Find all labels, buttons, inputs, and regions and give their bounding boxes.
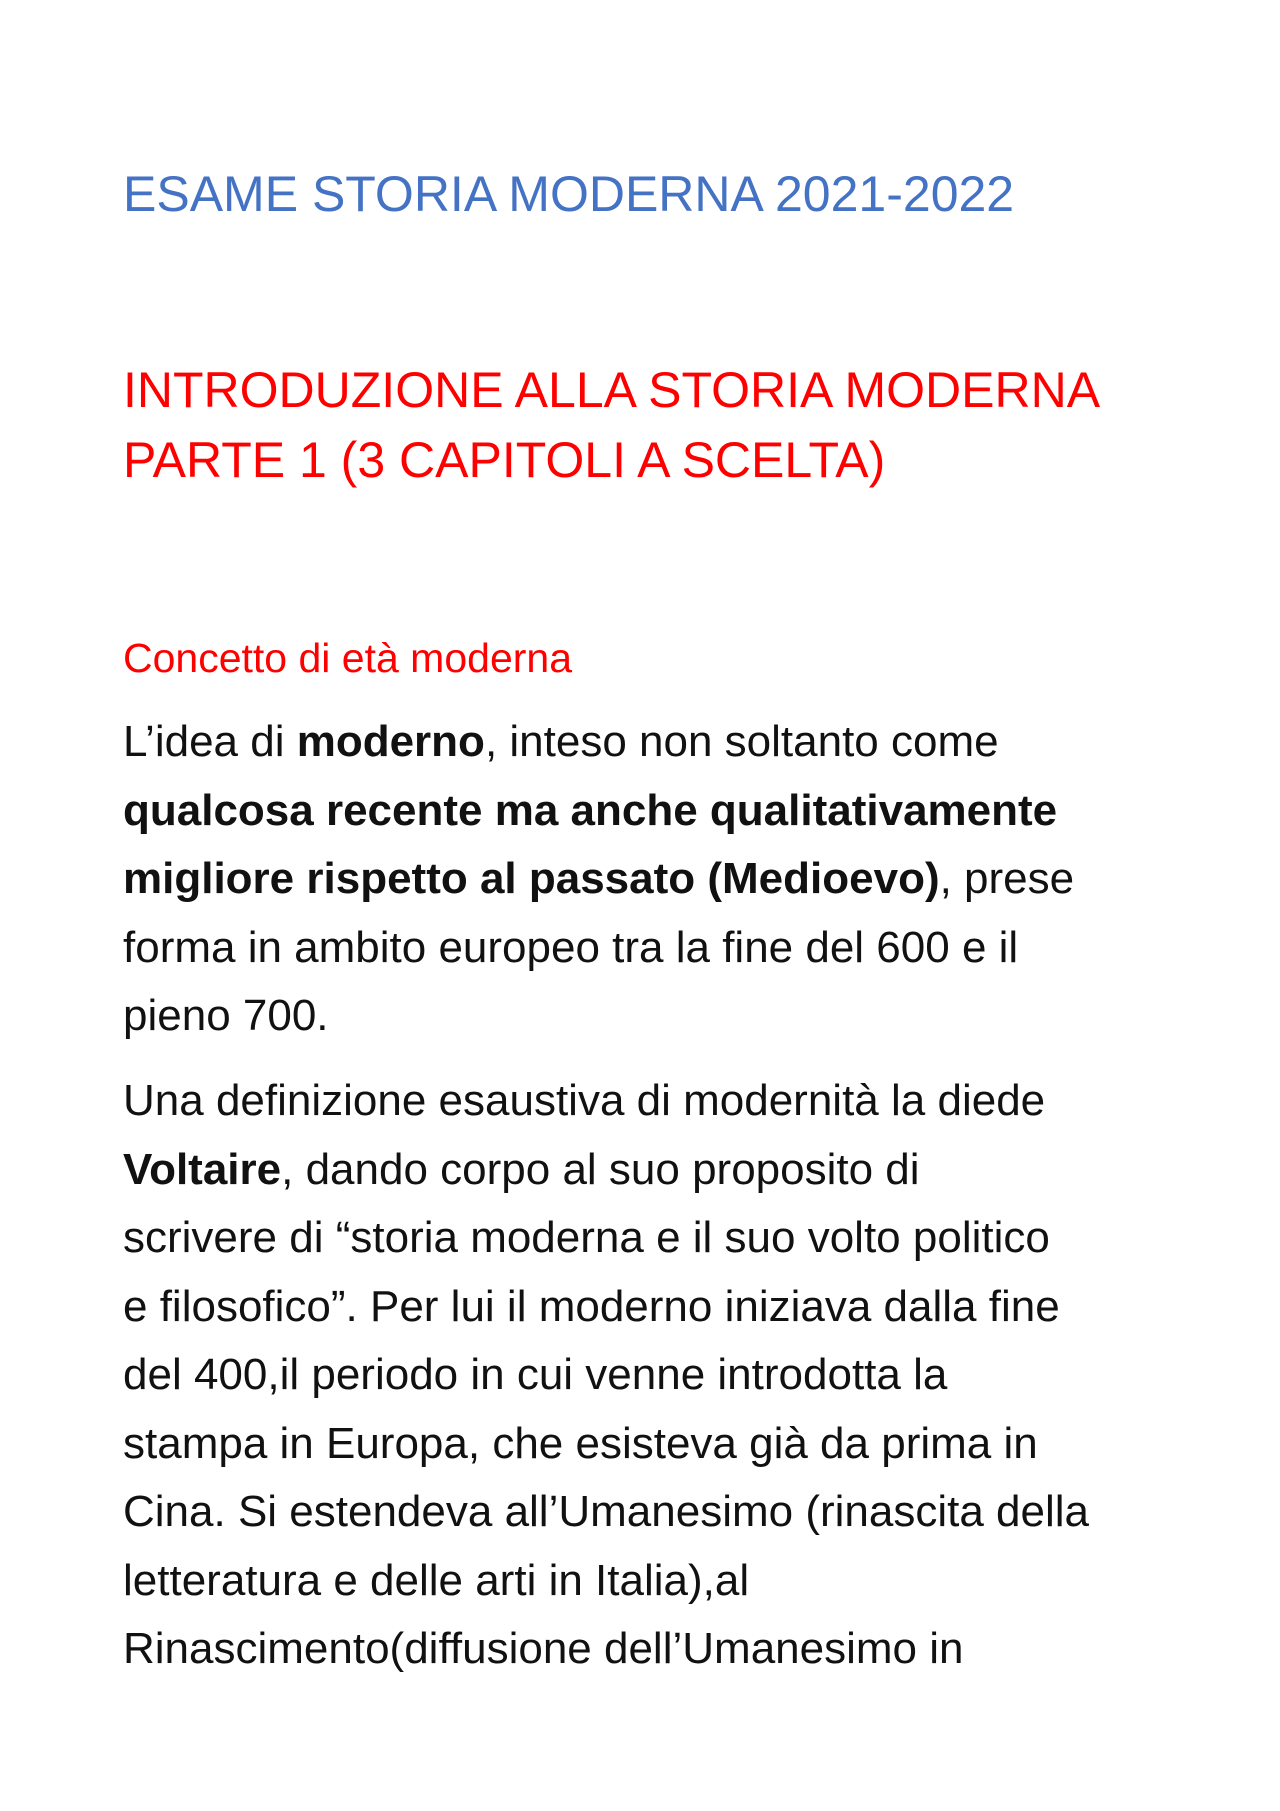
section-heading-line-1: INTRODUZIONE ALLA STORIA MODERNA <box>123 362 1101 418</box>
paragraph-line: scrivere di “storia moderna e il suo volto politico <box>123 1213 1050 1262</box>
paragraph-line: Rinascimento(diffusione dell’Umanesimo in <box>123 1624 964 1673</box>
paragraph-line <box>123 708 1074 777</box>
paragraph-line: e filosofico”. Per lui il moderno iniziava dalla fine <box>123 1281 1060 1331</box>
bold-term-moderno: moderno <box>296 717 485 766</box>
bold-phrase: qualcosa recente ma anche qualitativamente <box>123 785 1058 835</box>
bold-term-voltaire: Voltaire <box>123 1144 282 1194</box>
text-run: L’idea di <box>123 717 297 766</box>
paragraph-voltaire <box>123 1067 1089 1684</box>
paragraph-line: stampa in Europa, che esisteva già da prima in <box>123 1418 1038 1468</box>
section-heading <box>123 355 1100 495</box>
text-run: , dando corpo al suo proposito di <box>281 1144 920 1194</box>
paragraph-line: Cina. Si estendeva all’Umanesimo (rinascita della <box>123 1487 1090 1536</box>
paragraph-modern-idea <box>123 708 1074 1051</box>
paragraph-line: Una definizione esaustiva di modernità la diede <box>123 1076 1046 1125</box>
paragraph-line: letteratura e delle arti in Italia),al <box>123 1555 750 1605</box>
paragraph-line: del 400,il periodo in cui venne introdotta la <box>123 1350 948 1399</box>
bold-phrase: migliore rispetto al passato (Medioevo) <box>123 854 940 903</box>
sub-heading: Concetto di età moderna <box>123 635 572 681</box>
paragraph-line: forma in ambito europeo tra la fine del 600 e il <box>123 922 1019 972</box>
paragraph-line: pieno 700. <box>123 991 329 1040</box>
section-heading-line-2: PARTE 1 (3 CAPITOLI A SCELTA) <box>123 432 886 488</box>
document-title: ESAME STORIA MODERNA 2021-2022 <box>123 166 1015 222</box>
paragraph-line <box>123 777 1074 846</box>
paragraph-line <box>123 1136 1089 1205</box>
text-run: , inteso non soltanto come <box>484 717 999 766</box>
text-run: , prese <box>939 854 1075 903</box>
paragraph-line <box>123 845 1074 914</box>
